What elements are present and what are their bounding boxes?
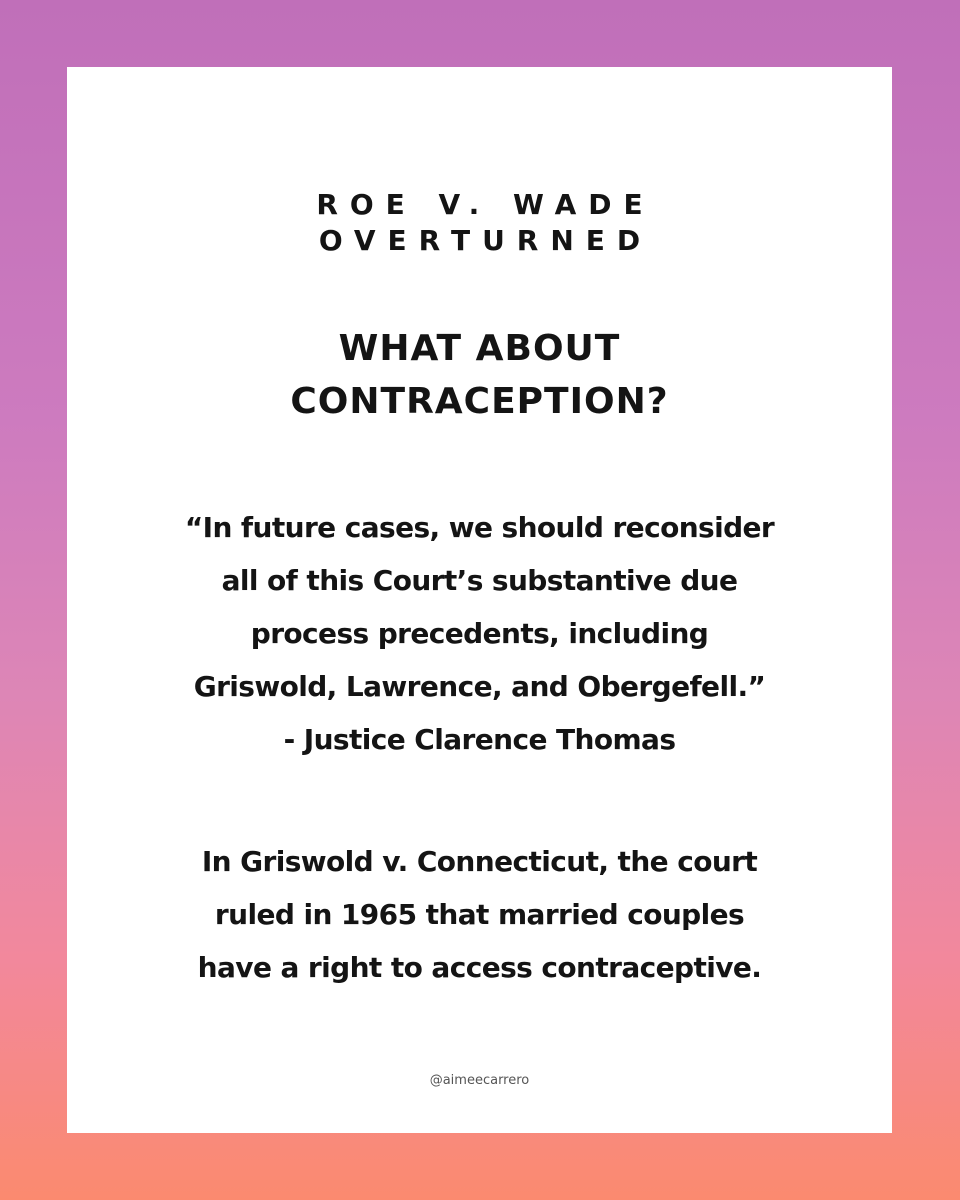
post-card (67, 67, 892, 1133)
kicker-title (67, 187, 892, 259)
headline-line-2: CONTRACEPTION? (290, 381, 669, 422)
quote-attribution: - Justice Clarence Thomas (283, 723, 676, 756)
quote-line: all of this Court’s substantive due (221, 564, 738, 597)
body-paragraph (67, 835, 892, 994)
quote-line: “In future cases, we should reconsider (184, 511, 775, 544)
body-line: ruled in 1965 that married couples (214, 898, 745, 931)
quote-line: process precedents, including (250, 617, 709, 650)
kicker-line-1: ROE V. WADE (316, 188, 655, 221)
quote-block (67, 501, 892, 766)
headline-line-1: WHAT ABOUT (338, 328, 621, 369)
kicker-line-2: OVERTURNED (318, 224, 653, 257)
headline (67, 322, 892, 428)
author-handle: @aimeecarrero (429, 1073, 530, 1088)
body-line: In Griswold v. Connecticut, the court (201, 845, 758, 878)
body-line: have a right to access contraceptive. (197, 951, 762, 984)
quote-line: Griswold, Lawrence, and Obergefell.” (193, 670, 766, 703)
